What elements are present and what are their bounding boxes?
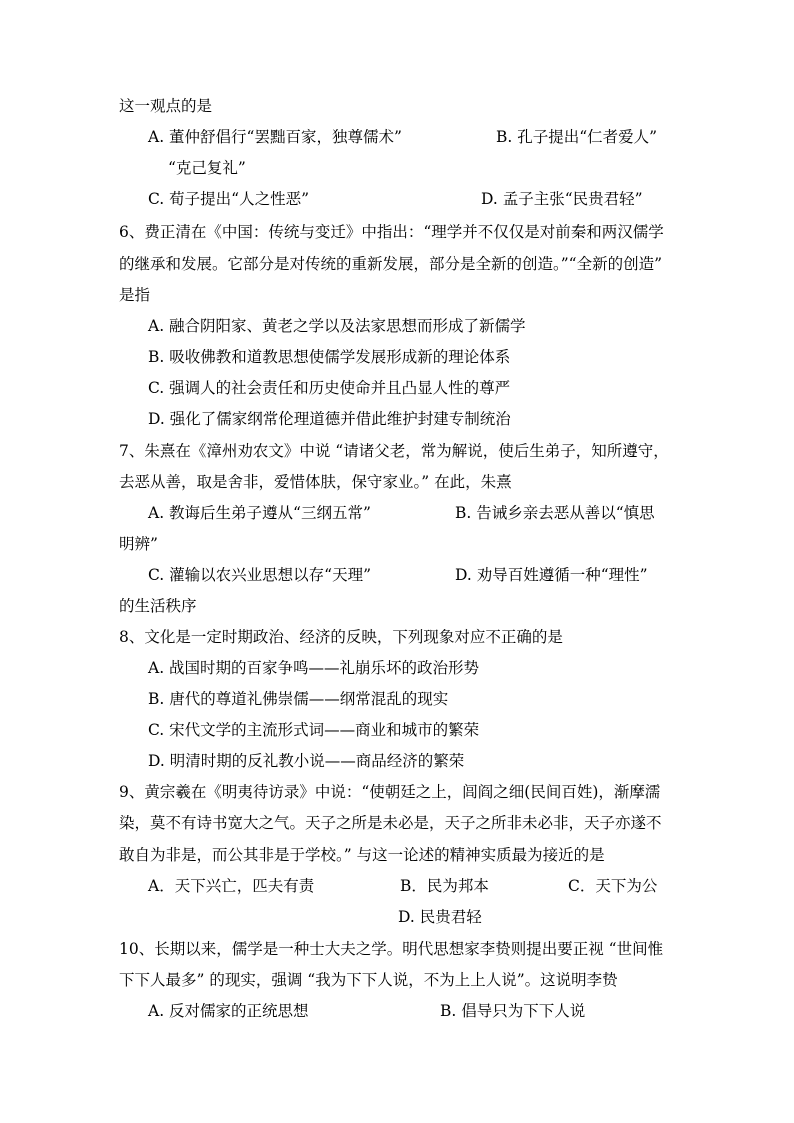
q7-option-d-cont: 的生活秩序 [119, 597, 197, 615]
q8-option-a: A. 战国时期的百家争鸣——礼崩乐坏的政治形势 [148, 659, 480, 677]
q8-option-d: D. 明清时期的反礼教小说——商品经济的繁荣 [148, 752, 465, 770]
q9-option-d: D. 民贵君轻 [398, 908, 482, 926]
q8-option-c: C. 宋代文学的主流形式词——商业和城市的繁荣 [148, 721, 480, 739]
q8-option-b: B. 唐代的尊道礼佛崇儒——纲常混乱的现实 [148, 690, 449, 708]
q6-option-a: A. 融合阴阳家、黄老之学以及法家思想而形成了新儒学 [148, 317, 526, 335]
q6-stem-line3: 是指 [119, 286, 151, 304]
q7-stem-line2: 去恶从善，取是舍非，爱惜体肤，保守家业。” 在此，朱熹 [119, 473, 512, 491]
q7-option-d: D. 劝导百姓遵循一种“理性” [455, 566, 648, 584]
q5-option-d: D. 孟子主张“民贵君轻” [481, 190, 643, 208]
q9-stem-line2: 染，莫不有诗书宽大之气。天子之所是未必是，天子之所非未必非，天子亦遂不 [119, 814, 662, 832]
q6-option-b: B. 吸收佛教和道教思想使儒学发展形成新的理论体系 [148, 348, 511, 366]
q9-stem-line3: 敢自为非是，而公其非是于学校。” 与这一论述的精神实质最为接近的是 [119, 846, 605, 864]
q10-option-b: B. 倡导只为下下人说 [440, 1002, 586, 1020]
q5-option-c: C. 荀子提出“人之性恶” [148, 190, 310, 208]
q7-stem-line1: 7、朱熹在《漳州劝农文》中说 “请诸父老，常为解说，使后生弟子，知所遵守， [119, 442, 669, 460]
q5-option-b-cont: “克己复礼” [168, 159, 246, 177]
q6-option-c: C. 强调人的社会责任和历史使命并且凸显人性的尊严 [148, 379, 511, 397]
q6-stem-line1: 6、费正清在《中国：传统与变迁》中指出：“理学并不仅仅是对前秦和两汉儒学 [119, 223, 664, 241]
q6-stem-line2: 的继承和发展。它部分是对传统的重新发展，部分是全新的创造。”“全新的创造” [119, 255, 663, 273]
q9-option-c: C．天下为公 [568, 877, 658, 895]
q10-option-a: A. 反对儒家的正统思想 [148, 1002, 309, 1020]
q9-stem-line1: 9、黄宗羲在《明夷待访录》中说：“使朝廷之上，闾阎之细(民间百姓)，渐摩濡 [119, 783, 661, 801]
q5-stem-tail: 这一观点的是 [119, 97, 213, 115]
q7-option-b: B. 告诫乡亲去恶从善以“慎思 [455, 504, 655, 522]
q5-option-b: B. 孔子提出“仁者爱人” [496, 128, 658, 146]
q10-stem-line2: 下下人最多” 的现实，强调 “我为下下人说，不为上上人说”。这说明李贽 [119, 971, 618, 989]
q5-option-a: A. 董仲舒倡行“罢黜百家，独尊儒术” [148, 128, 402, 146]
q8-stem-line1: 8、文化是一定时期政治、经济的反映，下列现象对应不正确的是 [119, 628, 563, 646]
q7-option-b-cont: 明辨” [119, 535, 158, 553]
q6-option-d: D. 强化了儒家纲常伦理道德并借此维护封建专制统治 [148, 410, 511, 428]
q9-option-b: B．民为邦本 [400, 877, 489, 895]
q7-option-a: A. 教诲后生弟子遵从“三纲五常” [148, 504, 371, 522]
q10-stem-line1: 10、长期以来，儒学是一种士大夫之学。明代思想家李贽则提出要正视 “世间惟 [119, 940, 664, 958]
q9-option-a: A．天下兴亡，匹夫有责 [148, 877, 315, 895]
q7-option-c: C. 灌输以农兴业思想以存“天理” [148, 566, 372, 584]
